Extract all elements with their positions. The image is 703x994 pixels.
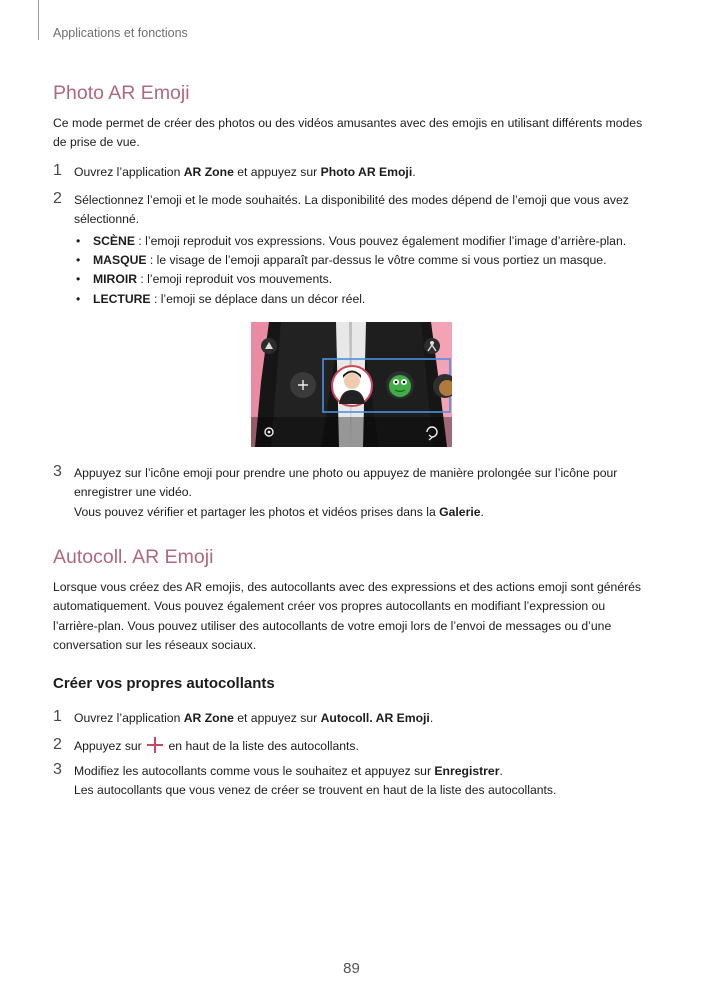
- step-text: Ouvrez l’application: [74, 711, 184, 725]
- step-text: et appuyez sur: [233, 165, 321, 179]
- mode-desc: : l’emoji se déplace dans un décor réel.: [150, 292, 366, 306]
- sticker-step-2: [53, 737, 653, 756]
- step-text: Vous pouvez vérifier et partager les photos et vidéos prises dans la: [74, 504, 440, 519]
- effects-icon[interactable]: [261, 338, 277, 354]
- subsection-title: Créer vos propres autocollants: [53, 675, 275, 692]
- step-number: 2: [53, 190, 62, 207]
- menu-name: Autocoll. AR Emoji: [320, 711, 430, 725]
- step-text: Sélectionnez l’emoji et le mode souhaités. La disponibilité des modes dépend de l’emoji que vous avez sélectionné.: [74, 193, 629, 227]
- emoji-avatar[interactable]: [332, 366, 372, 406]
- step-text: Appuyez sur: [74, 739, 146, 753]
- step-text: .: [480, 504, 484, 519]
- bullet-dot: •: [76, 253, 81, 267]
- step-text: Appuyez sur l’icône emoji pour prendre une photo ou appuyez de manière prolongée sur l’icône pour enregistrer une vidéo.: [74, 466, 618, 500]
- section-intro: Lorsque vous créez des AR emojis, des autocollants avec des expressions et des actions emoji sont générés automatiquement. Vous pouvez également créer vos propres autocollants en modifiant l’expression ou l’arrière-plan. Vous pouvez utiliser des autocollants de votre emoji lors de l’envoi de messages ou d’une conversation sur les réseaux sociaux.: [53, 580, 642, 653]
- step-text: Les autocollants que vous venez de créer se trouvent en haut de la liste des autocollants.: [74, 783, 557, 798]
- app-name: Galerie: [439, 504, 481, 519]
- button-name: Enregistrer: [434, 764, 500, 778]
- bullet-scene: [74, 232, 654, 251]
- mode-desc: : l’emoji reproduit vos mouvements.: [137, 272, 333, 286]
- app-name: AR Zone: [183, 165, 234, 179]
- bullet-masque: [74, 251, 654, 270]
- step-number: 1: [53, 708, 62, 725]
- sticker-step-3: [53, 762, 653, 801]
- mode-name: MASQUE: [93, 253, 147, 267]
- step-text: .: [499, 764, 503, 778]
- page-number: 89: [343, 960, 360, 977]
- section-intro: Ce mode permet de créer des photos ou des vidéos amusantes avec des emojis en utilisant différents modes de prise de vue.: [53, 116, 643, 150]
- mode-desc: : l’emoji reproduit vos expressions. Vous pouvez également modifier l’image d’arrière-plan.: [135, 234, 627, 248]
- person-icon[interactable]: [424, 338, 440, 354]
- section-title-autocoll: Autocoll. AR Emoji: [53, 546, 214, 568]
- step-text: en haut de la liste des autocollants.: [165, 739, 359, 753]
- mode-name: MIROIR: [93, 272, 138, 286]
- step-number: 1: [53, 162, 62, 179]
- step-3: [53, 464, 653, 522]
- bullet-dot: •: [76, 272, 81, 286]
- step-1: [53, 163, 653, 182]
- bullet-dot: •: [76, 292, 81, 306]
- app-name: AR Zone: [183, 711, 234, 725]
- step-text: et appuyez sur: [233, 711, 321, 725]
- step-text: .: [429, 711, 434, 725]
- step-text: Ouvrez l’application: [74, 165, 184, 179]
- mode-name: SCÈNE: [93, 234, 135, 248]
- bullet-dot: •: [76, 234, 81, 248]
- camera-preview: [251, 322, 452, 447]
- chapter-header: Applications et fonctions: [53, 26, 188, 40]
- step-number: 3: [53, 761, 62, 778]
- section-title-photo-ar-emoji: Photo AR Emoji: [53, 82, 190, 104]
- menu-name: Photo AR Emoji: [320, 165, 413, 179]
- sticker-step-1: [53, 709, 653, 728]
- step-number: 2: [53, 736, 62, 753]
- step-2: [53, 191, 653, 230]
- step-number: 3: [53, 463, 62, 480]
- add-icon[interactable]: [290, 372, 316, 398]
- step-text: Modifiez les autocollants comme vous le souhaitez et appuyez sur: [74, 764, 435, 778]
- ar-emoji-camera-screenshot: [251, 322, 452, 447]
- green-emoji-avatar[interactable]: [386, 371, 414, 399]
- bullet-miroir: [74, 270, 654, 289]
- mode-desc: : le visage de l’emoji apparaît par-dessus le vôtre comme si vous portiez un masque.: [146, 253, 607, 267]
- plus-icon: [147, 739, 163, 751]
- step-text: .: [412, 165, 416, 179]
- bullet-lecture: [74, 290, 654, 309]
- mode-name: LECTURE: [93, 292, 151, 306]
- margin-line: [38, 0, 39, 40]
